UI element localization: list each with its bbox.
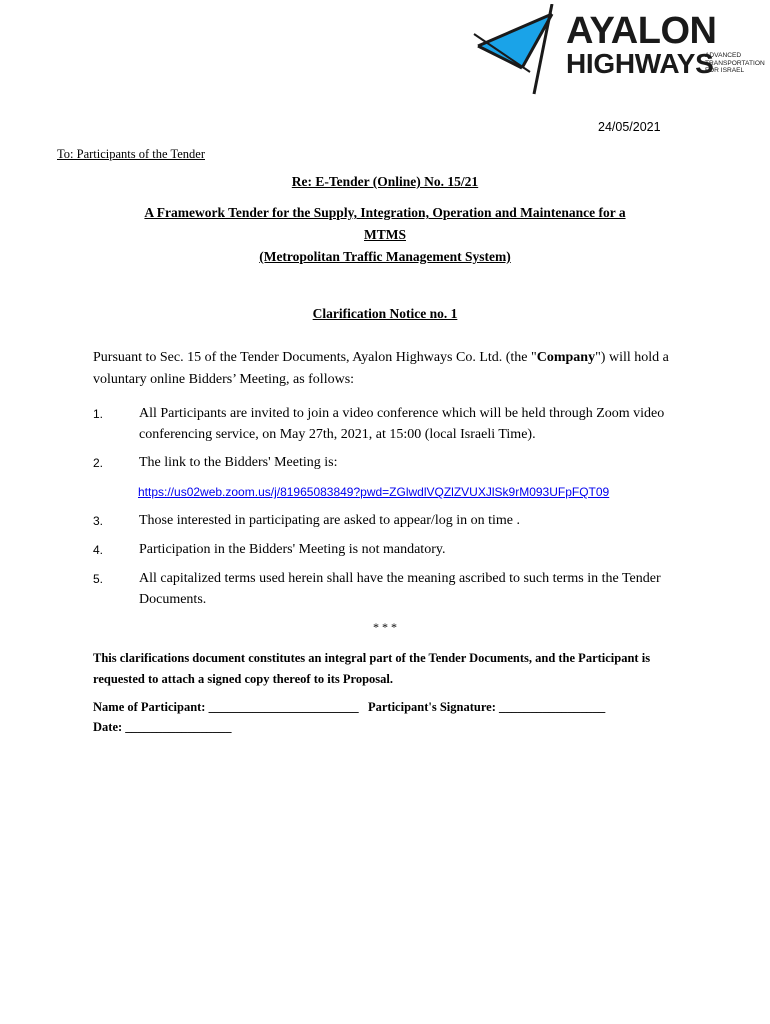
list-item-text: The link to the Bidders' Meeting is: [139,455,338,470]
logo-tagline-line: TRANSPORTATION [705,59,765,67]
re-line: Re: E-Tender (Online) No. 15/21 [291,174,479,189]
logo-mark-icon [472,4,566,96]
intro-bold-term: Company [536,350,596,365]
signature-row [93,697,713,717]
section-separator: * * * [373,620,397,634]
list-item [93,540,693,561]
list-item-text: All capitalized terms used herein shall have the meaning ascribed to such terms in the Tender Documents. [139,571,661,607]
participant-name-field: Name of Participant: ________________________ [93,700,359,714]
list-item [93,404,693,445]
tender-title-line: A Framework Tender for the Supply, Integration, Operation and Maintenance for a [144,205,626,220]
list-item [93,453,693,474]
signature-block [93,697,713,737]
list-item [93,569,693,610]
list-item-number: 3. [93,514,104,528]
addressee-line: To: Participants of the Tender [57,147,205,161]
tender-title-line: (Metropolitan Traffic Management System) [259,249,511,264]
logo-tagline-line: ADVANCED [705,52,742,59]
intro-text: ") will hold a voluntary online Bidders’ Meeting, as follows: [93,350,669,387]
list-item-text: Those interested in participating are asked to appear/log in on time . [139,513,520,528]
notice-title: Clarification Notice no. 1 [312,306,458,321]
intro-paragraph [93,347,693,391]
ayalon-highways-logo [472,4,770,96]
logo-word-ayalon: AYALON [566,10,717,52]
intro-text: Pursuant to Sec. 15 of the Tender Documents, Ayalon Highways Co. Ltd. (the " [93,350,537,365]
list-item-number: 5. [93,572,104,586]
participant-signature-field: Participant's Signature: _________________ [367,700,606,714]
list-item-number: 2. [93,456,104,470]
zoom-meeting-link[interactable]: https://us02web.zoom.us/j/81965083849?pwd=ZGlwdlVQZlZVUXJlSk9rM093UFpFQT09 [138,485,610,499]
tender-title-line: MTMS [364,227,406,242]
list-item-text: All Participants are invited to join a video conference which will be held through Zoom video conferencing service, on May 27th, 2021, at 15:00 (local Israeli Time). [139,406,665,442]
tender-title [57,202,713,268]
logo-tagline [705,52,770,75]
list-item [93,511,693,532]
logo-word-highways: HIGHWAYS [566,48,714,79]
list-item-text: Participation in the Bidders' Meeting is not mandatory. [139,542,446,557]
list-item-number: 4. [93,543,104,557]
document-date: 24/05/2021 [598,120,661,134]
list-item-number: 1. [93,407,104,421]
logo-tagline-line: FOR ISRAEL [705,67,745,75]
closing-statement: This clarifications document constitutes an integral part of the Tender Documents, and the Participant is requested to attach a signed copy thereof to its Proposal. [93,651,651,686]
signature-date-field: Date: _________________ [93,720,232,734]
